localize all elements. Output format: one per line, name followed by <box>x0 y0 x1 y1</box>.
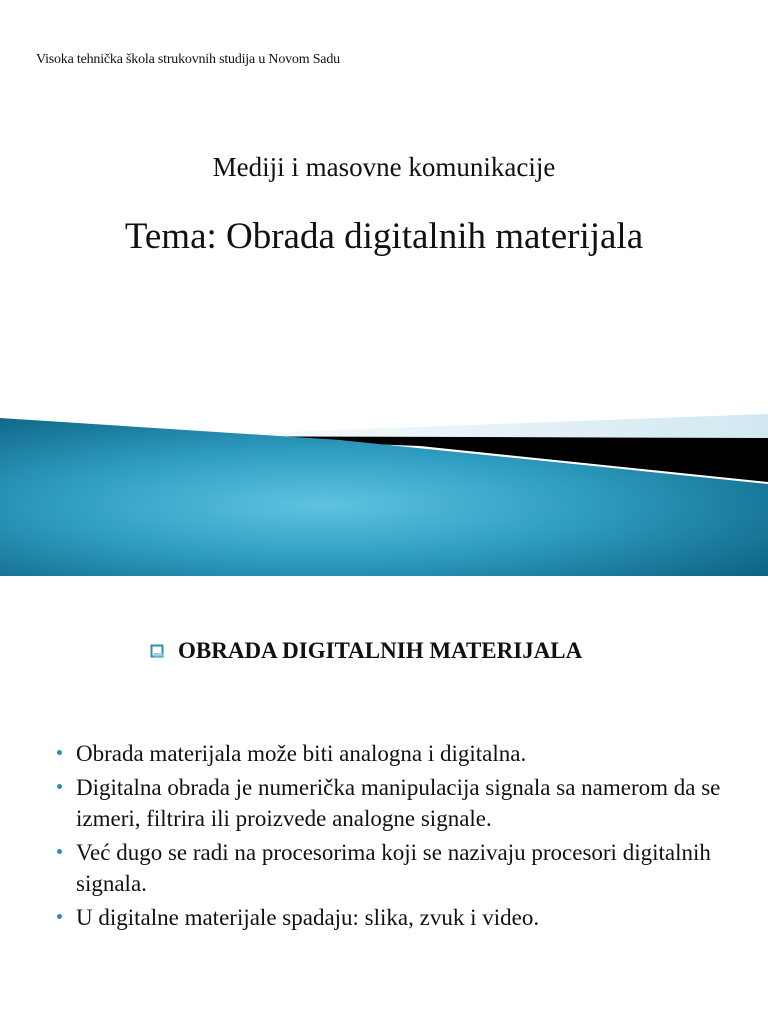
list-item-text: Već dugo se radi na procesorima koji se nazivaju procesori digitalnih signala. <box>76 840 711 896</box>
topic-title: Tema: Obrada digitalnih materijala <box>124 216 644 257</box>
content-slide <box>0 576 768 1024</box>
list-item-text: Obrada materijala može biti analogna i digitalna. <box>76 741 527 766</box>
bullet-list <box>54 738 734 936</box>
decorative-swoosh-banner <box>0 410 768 576</box>
list-item <box>54 772 734 834</box>
dot-icon <box>57 849 62 854</box>
course-title: Mediji i masovne komunikacije <box>212 152 556 182</box>
list-item <box>54 837 734 899</box>
list-item-text: Digitalna obrada je numerička manipulacija signala sa namerom da se izmeri, filtrira ili proizvede analogne signale. <box>76 775 721 831</box>
dot-icon <box>57 914 62 919</box>
institution-name: Visoka tehnička škola strukovnih studija u Novom Sadu <box>36 52 340 67</box>
list-item <box>54 902 734 933</box>
hollow-square-icon <box>150 644 164 658</box>
dot-icon <box>57 750 62 755</box>
section-heading <box>150 638 582 664</box>
section-heading-text: OBRADA DIGITALNIH MATERIJALA <box>178 638 583 663</box>
dot-icon <box>57 784 62 789</box>
list-item <box>54 738 734 769</box>
list-item-text: U digitalne materijale spadaju: slika, zvuk i video. <box>76 905 540 930</box>
